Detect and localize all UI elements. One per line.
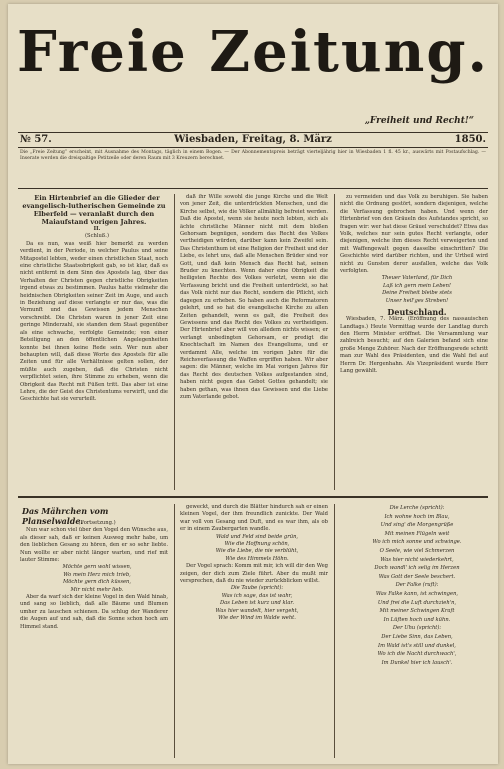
- feuilleton-column-1: [20, 520, 168, 758]
- poem-line: Was ich sage, das ist wahr,: [221, 592, 293, 599]
- poem-line: Was hier wandelt, hier vergeht,: [215, 607, 299, 614]
- poem-line: O Seele, wie viel Schmerzen: [379, 547, 455, 554]
- column-divider: [174, 504, 175, 758]
- poem-line: Theuer Vaterland, für Dich: [381, 275, 453, 282]
- poem-line: Mir nicht mehr lieb.: [70, 586, 124, 593]
- poem-line: Wie des Himmels Höhn.: [225, 555, 289, 562]
- poem-line: Die Lerche (spricht):: [389, 505, 445, 511]
- feuilleton-divider: [18, 496, 488, 498]
- poem-line: Der Uhu (spricht):: [392, 625, 442, 632]
- poem-line: Wie die Liebe, die nie verblüht,: [215, 548, 299, 555]
- poem-line: Das Leben ist kurz und klar.: [220, 600, 294, 607]
- poem-line: Wo ich mich sonne und schwinge.: [372, 539, 462, 546]
- news-heading: Deutschland.: [387, 307, 447, 318]
- feuilleton-text: Aber da warf sich der kleine Vogel in den Wald hinab, und sang so lieblich, daß alle Bäume und Blumen umher zu lauschen schienen. Da schlug der Wanderer die Augen auf und sah, daß die Sonne schon hoch am Himmel stand.: [20, 594, 168, 630]
- feuilleton-subtitle: (Fortsetzung.): [78, 520, 116, 526]
- news-body: Wiesbaden, 7. März. (Eröffnung des nassauischen Landtags.) Heute Vormittag wurde der Landtag durch den Herrn Minister eröffnet. Die Versammlung war zahlreich besucht; auf den Galerien befand sich eine große Menge Zuhörer. Nach der Eröffnungsrede schritt man zur Wahl des Präsidenten, und die Wahl fiel auf Herrn Dr. Hergenhahn. Als Vizepräsident wurde Herr Lang gewählt.: [340, 316, 488, 374]
- masthead-title: Freie Zeitung.: [16, 19, 490, 85]
- issue-year: 1850.: [454, 134, 486, 145]
- newspaper-page: [8, 4, 498, 764]
- issue-bar: [18, 132, 488, 148]
- poem-line: Wo mein Herz mich trieb,: [63, 571, 131, 578]
- poem-line: Der Liebe Sinn, das Leben,: [381, 633, 453, 640]
- issue-place-date: Wiesbaden, Freitag, 8. März: [174, 134, 332, 145]
- poem-line: Der Falke (ruft):: [395, 582, 439, 589]
- column-1: [20, 194, 168, 490]
- column-divider: [334, 504, 335, 758]
- poem-line: Laß ich gern mein Leben!: [382, 282, 452, 289]
- poem-line: Wie die Hoffnung schön,: [224, 541, 290, 548]
- feuilleton-text: geweckt, und durch die Blätter hindurch sah er einen kleinen Vogel, der ihm freundlich zunickte. Der Wald war voll von Gesang und Duft, und es war ihm, als ob er in einem Zaubergarten wandle.: [180, 504, 328, 533]
- subscription-notice: Die „Freie Zeitung“ erscheint, mit Ausnahme des Montags, täglich in einem Bogen. — Der Abonnementspreis beträgt vierteljährig hier in Wiesbaden 1 fl. 45 kr., auswärts mit Postaufschlag. — Inserate werden die dreispaltige Petitzeile oder deren Raum mit 3 Kreuzern berechnet.: [20, 150, 486, 161]
- poem-line: Was hier nicht wiederkehrt,: [380, 556, 454, 563]
- poem-line: Mit meinen Flügeln weit: [384, 530, 450, 537]
- poem-line: Und sing' die Morgengrüße: [380, 522, 454, 529]
- masthead: [8, 10, 498, 94]
- poem-line: Mit meiner Schwingen Kraft: [379, 608, 455, 615]
- poem-line: Unser heil'ges Streben!: [385, 297, 449, 304]
- poem-line: Deine Freiheit bleibe stets: [382, 290, 452, 297]
- poem-line: Wie der Wind im Walde weht.: [218, 615, 296, 622]
- poem-line: Im Wald ist's still und dunkel,: [378, 642, 456, 649]
- article-heading: Ein Hirtenbrief an die Glieder der evangelisch-lutherischen Gemeinde zu Elberfeld — veranlaßt durch den Maiaufstand vorigen Jahres.: [22, 194, 166, 226]
- article-body: daß ihr Wille sowohl die junge Kirche und die Welt von jener Zeit, die unterdrückten Menschen, und die Kirche selbst, wie die Völker allmählig befreiet werden. Daß die Apostel, wenn sie heute noch lebten, sich als ächte christliche Männer nicht mit dem bloßen Gehorsam begnügen, sondern das Recht des Volkes vertheidigen würden, darüber kann kein Zweifel sein. Das Christenthum ist eine Religion der Freiheit und der Liebe, es lehrt uns, daß alle Menschen Brüder sind vor Gott, und daß kein Mensch das Recht hat, seinen Bruder zu knechten. Wenn daher eine Obrigkeit die heiligsten Rechte des Volkes verletzt, wenn sie die Verfassung bricht und die Freiheit unterdrückt, so hat das Volk nicht nur das Recht, sondern die Pflicht, sich dagegen zu erheben. So haben auch die Reformatoren gelehrt, und so hat die evangelische Kirche zu allen Zeiten gehandelt, wenn es galt, die Freiheit des Gewissens und das Recht des Volkes zu vertheidigen. Der Hirtenbrief aber will von alledem nichts wissen; er verlangt unbedingten Gehorsam, er predigt die Knechtschaft im Namen des Evangeliums, und er verdammt Alle, welche im vorigen Jahre für die Reichsverfassung die Waffen ergriffen haben. Wir aber sagen: die Männer, welche im Mai vorigen Jahres für das Recht des deutschen Volkes aufgestanden sind, haben nicht gegen das Gebot Gottes gehandelt; sie haben gethan, was ihnen das Gewissen und die Liebe zum Vaterlande gebot.: [180, 194, 328, 400]
- feuilleton-title: Das Mährchen vom Planselwalde.: [22, 506, 109, 526]
- article-section: II.: [93, 226, 101, 232]
- column-divider: [174, 194, 175, 490]
- poem-line: Möchte gern wohl wissen,: [62, 564, 132, 571]
- column-3: [340, 194, 488, 490]
- poem-line: Wo ich die Nacht durchwach',: [377, 651, 457, 658]
- poem-line: Die Taube (spricht):: [230, 585, 284, 592]
- poem-line: Doch wandl' ich selig im Herzen: [374, 565, 460, 572]
- poem-line: Im Dunkel hier ich lausch'.: [381, 659, 453, 666]
- feuilleton-column-3: [340, 504, 488, 758]
- feuilleton-column-2: [180, 504, 328, 758]
- column-divider: [334, 194, 335, 490]
- column-2: [180, 194, 328, 490]
- poem-line: Möchte gern dich küssen,: [62, 579, 132, 586]
- article-subsection: (Schluß.): [85, 233, 109, 240]
- article-body: zu vermeiden und das Volk zu beruhigen. Sie haben nicht die Ordnung gestört, sondern diejenigen, welche die Verfassung gebrochen haben. Und wenn der Hirtenbrief von den Gräueln des Aufstandes spricht, so fragen wir: wer hat diese Gräuel verschuldet? Etwa das Volk, welches nur sein gutes Recht verlangte, oder diejenigen, welche ihm dieses Recht verweigerten und mit Waffengewalt gegen dasselbe einschritten? Die Geschichte wird darüber richten, und ihr Urtheil wird nicht zu Gunsten derer ausfallen, welche das Volk verfolgten.: [340, 194, 488, 275]
- poem-line: Was Falke kann, ist schwingen,: [375, 590, 459, 597]
- divider: [18, 188, 488, 189]
- poem-line: In Lüften hoch und kühn.: [383, 616, 451, 623]
- poem-line: Was Gott der Seele beschert.: [378, 573, 456, 580]
- feuilleton-text: Der Vogel sprach: Komm mit mir, ich will dir den Weg zeigen, der dich zum Ziele führt. Aber du mußt mir versprechen, daß du nie wieder zurückblicken willst.: [180, 563, 328, 585]
- poem-line: Wald und Feld sind beide grün,: [215, 533, 299, 540]
- article-body: Da es nun, was weiß hier bemerkt zu werden verdient, in der Periode, in welcher Paulus und seine Mitapostel lebten, weder einen christlichen Staat, noch eine christliche Staatsobrigkeit gab, so ist klar, daß es nicht entfernt in dem Sinn des Apostels lag, über das Verhalten der Christen gegen christliche Obrigkeiten irgend etwas zu bestimmen. Paulus hatte vielmehr die heidnischen Obrigkeiten seiner Zeit im Auge, und auch in Beziehung auf diese verlangte er nur das, was die Vernunft und das Gewissen jedem Menschen vorschreibt. Die Christen waren in jener Zeit eine geringe Minderzahl, sie standen dem Staat gegenüber als eine schwache, verfolgte Gemeinde; von einer Beteiligung an den öffentlichen Angelegenheiten konnte bei ihnen keine Rede sein. Wer nun aber behaupten will, daß diese Worte des Apostels für alle Zeiten und für alle Verhältnisse gelten sollen, der müßte auch zugeben, daß die Christen nicht verpflichtet seien, ihre Stimme zu erheben, wenn die Obrigkeit das Recht mit Füßen tritt. Das aber ist eine Lehre, die der Geist des Christentums verwirft, und die Geschichte hat sie verurteilt.: [20, 240, 168, 403]
- feuilleton-text: Nun war schon viel über den Vogel den Wünsche aus, als dieser sah, daß er keinen Ausweg mehr habe, um den lieblichen Gesang zu hören, den er so sehr liebte. Nun wollte er aber nicht länger warten, und rief mit lauter Stimme:: [20, 527, 168, 564]
- issue-number: № 57.: [20, 134, 52, 145]
- poem-line: Und frei die Luft durchzieh'n,: [377, 599, 457, 606]
- poem-line: Ich wohne hoch im Blau,: [384, 513, 450, 520]
- masthead-motto: „Freiheit und Recht!“: [364, 116, 474, 126]
